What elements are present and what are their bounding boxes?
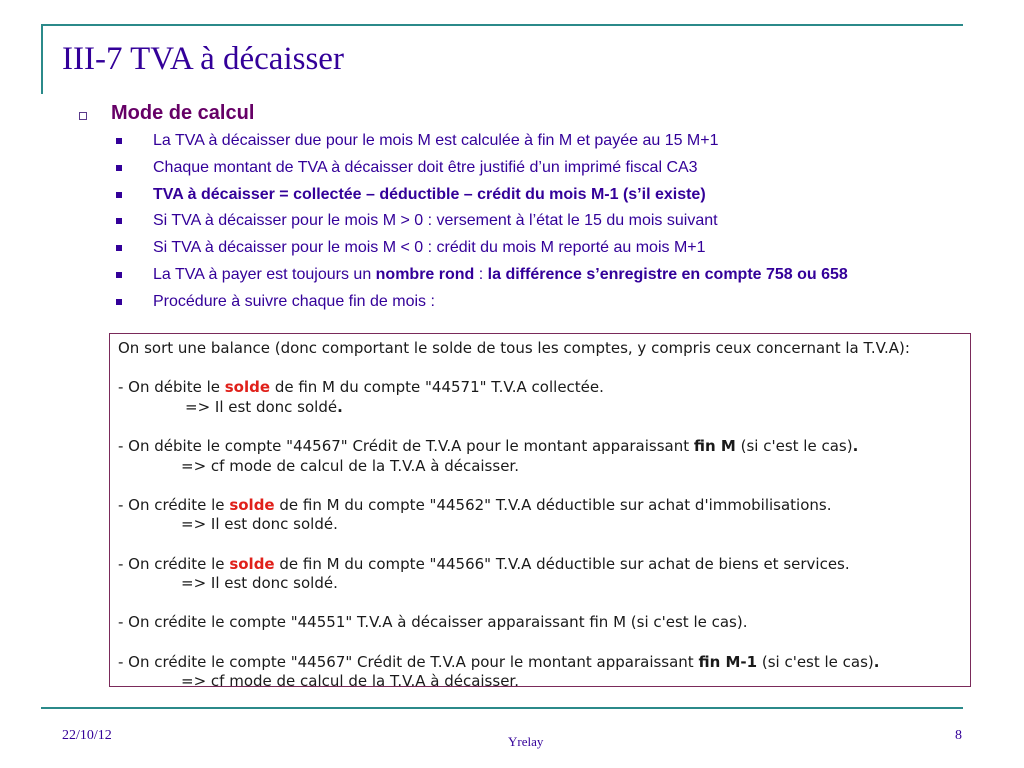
step-text: de fin M du compte "44562" T.V.A déductible sur achat d'immobilisations.: [274, 495, 832, 514]
step-text: .: [852, 436, 859, 455]
square-bullet-icon: [116, 138, 122, 144]
header-frame-vertical-line: [41, 24, 43, 94]
procedure-step-consequence: => cf mode de calcul de la T.V.A à décaisser.: [181, 456, 519, 475]
square-bullet-icon: [116, 299, 122, 305]
bullet-text: La TVA à décaisser due pour le mois M est calculée à fin M et payée au 15 M+1: [153, 132, 719, 149]
procedure-text: [118, 339, 910, 692]
procedure-step: - On crédite le compte "44551" T.V.A à décaisser apparaissant fin M (si c'est le cas).: [118, 613, 748, 632]
list-item: [116, 238, 848, 265]
list-item: [116, 158, 848, 185]
step-text: - On crédite le: [118, 554, 230, 573]
page-number: 8: [955, 728, 962, 743]
procedure-step: [118, 378, 910, 398]
square-bullet-icon: [116, 272, 122, 278]
procedure-step: [118, 437, 910, 457]
step-highlight: solde: [224, 378, 271, 397]
bullet-text: Si TVA à décaisser pour le mois M < 0 : crédit du mois M reporté au mois M+1: [153, 239, 706, 257]
step-highlight: solde: [229, 495, 275, 514]
blank-line: [118, 417, 910, 437]
bullet-text: La TVA à payer est toujours un: [153, 265, 376, 283]
step-text: de fin M du compte "44566" T.V.A déductible sur achat de biens et services.: [274, 554, 850, 573]
list-item: [116, 211, 848, 238]
step-emphasis: fin M: [693, 436, 736, 455]
procedure-step-consequence: => Il est donc soldé.: [181, 515, 338, 534]
section-heading: Mode de calcul: [111, 102, 255, 124]
step-highlight: solde: [229, 554, 275, 573]
step-text: - On débite le compte "44567" Crédit de T.V.A pour le montant apparaissant: [118, 436, 694, 455]
bullet-text: Si TVA à décaisser pour le mois M > 0 : versement à l’état le 15 du mois suivant: [153, 212, 718, 230]
hollow-square-bullet-icon: [79, 112, 87, 120]
procedure-step-consequence: [118, 398, 910, 418]
procedure-step: [118, 496, 910, 516]
bullet-text-formula: TVA à décaisser = collectée – déductible – crédit du mois M-1 (s’il existe): [153, 185, 706, 203]
footer-date: 22/10/12: [62, 728, 112, 743]
procedure-step: [118, 653, 910, 673]
square-bullet-icon: [116, 192, 122, 198]
step-text: de fin M du compte "44571" T.V.A collectée.: [270, 378, 604, 397]
list-item: [116, 265, 848, 292]
step-text: => Il est donc soldé: [185, 397, 338, 416]
square-bullet-icon: [116, 218, 122, 224]
step-text: - On crédite le compte "44567" Crédit de T.V.A pour le montant apparaissant: [118, 652, 699, 671]
procedure-step: [118, 555, 910, 575]
blank-line: [118, 476, 910, 496]
blank-line: [118, 594, 910, 614]
header-frame-horizontal-line: [41, 24, 963, 26]
bullet-text: Procédure à suivre chaque fin de mois :: [153, 292, 435, 310]
blank-line: [118, 535, 910, 555]
procedure-box: [109, 333, 971, 691]
bullet-text: :: [474, 265, 488, 283]
section-heading-row: [79, 102, 254, 125]
blank-line: [118, 359, 910, 379]
list-item: [116, 131, 848, 158]
procedure-step-consequence: => Il est donc soldé.: [181, 574, 338, 593]
bullet-text: Chaque montant de TVA à décaisser doit être justifié d’un imprimé fiscal CA3: [153, 158, 698, 176]
slide-title: III-7 TVA à décaisser: [62, 41, 344, 77]
list-item: [116, 292, 848, 319]
step-text: .: [337, 397, 343, 416]
blank-line: [118, 633, 910, 653]
footer-divider: [41, 707, 963, 709]
footer-author: Yrelay: [508, 734, 544, 749]
step-text: - On crédite le: [118, 495, 230, 514]
bullet-text-emphasis: nombre rond: [375, 265, 475, 283]
square-bullet-icon: [116, 245, 122, 251]
square-bullet-icon: [116, 165, 122, 171]
bullet-list: [116, 131, 848, 319]
bullet-text-emphasis: la différence s’enregistre en compte 758 ou 658: [487, 265, 848, 283]
procedure-intro: On sort une balance (donc comportant le solde de tous les comptes, y compris ceux concernant la T.V.A):: [118, 339, 910, 357]
procedure-step-consequence: => cf mode de calcul de la T.V.A à décaisser.: [181, 672, 519, 691]
step-text: .: [873, 652, 880, 671]
step-emphasis: fin M-1: [698, 652, 758, 671]
step-text: (si c'est le cas): [735, 436, 853, 455]
list-item: [116, 185, 848, 212]
step-text: (si c'est le cas): [757, 652, 874, 671]
step-text: - On débite le: [118, 378, 225, 397]
